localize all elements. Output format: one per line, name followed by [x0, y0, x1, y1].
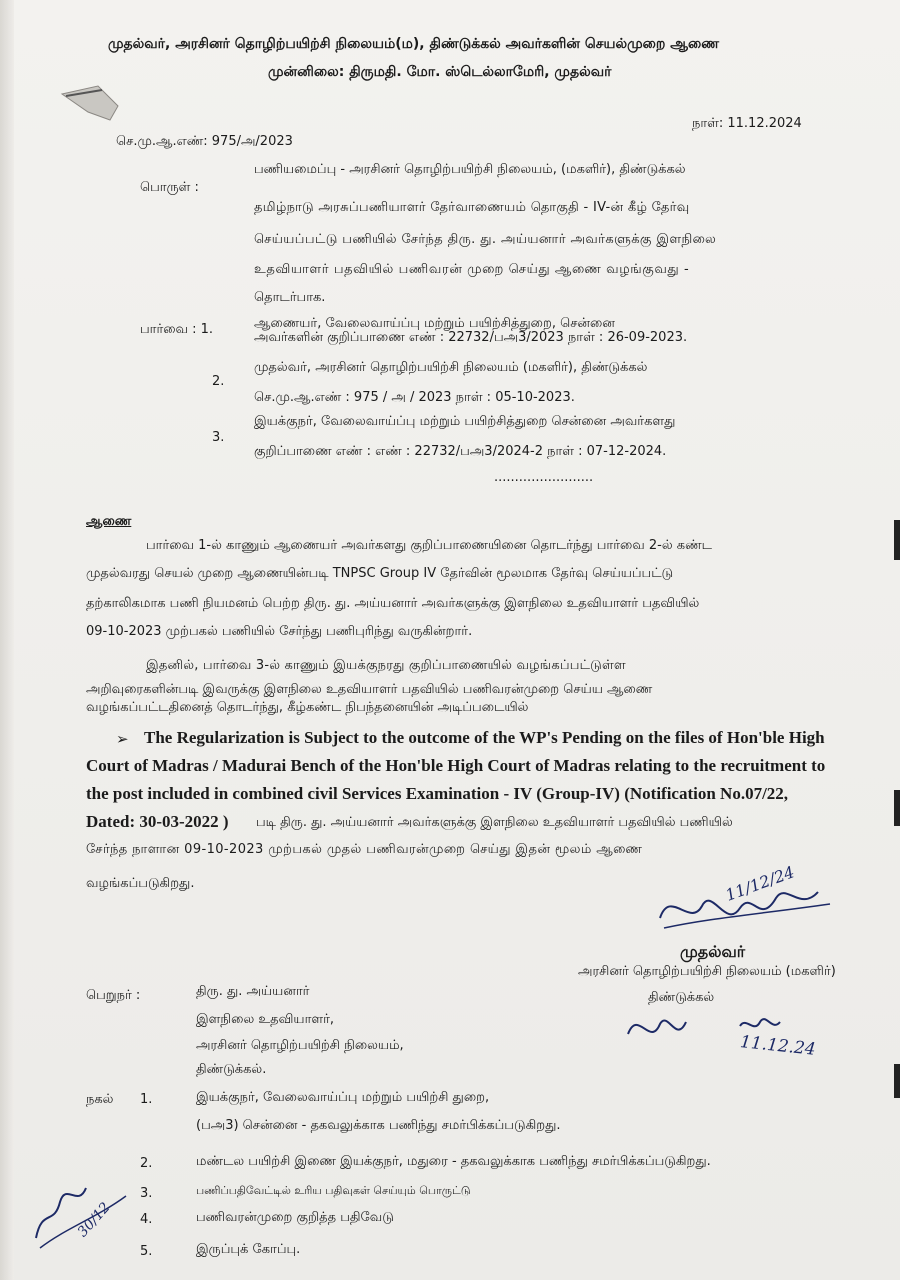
recipient-label: பெறுநர் :	[86, 988, 141, 1003]
signature-date-1: 11/12/24	[722, 862, 797, 905]
closing-line: சேர்ந்த நாளான 09-10-2023 முற்பகல் முதல் பணிவரன்முறை செய்து இதன் மூலம் ஆணை	[86, 842, 643, 857]
order-para-line: 09-10-2023 முற்பகல் பணியில் சேர்ந்து பணிபுரிந்து வருகின்றார்.	[86, 624, 473, 639]
copy-line: மண்டல பயிற்சி இணை இயக்குநர், மதுரை - தகவலுக்காக பணிந்து சமர்பிக்கப்படுகிறது.	[196, 1154, 711, 1169]
subject-line: தொடர்பாக.	[254, 290, 326, 305]
copy-number: 2.	[140, 1156, 153, 1171]
order-para-line: இதனில், பார்வை 3-ல் காணும் இயக்குநரது குறிப்பாணையில் வழங்கப்பட்டுள்ள	[146, 658, 626, 673]
subject-line: உதவியாளர் பதவியில் பணிவரன் முறை செய்து ஆணை வழங்குவது -	[254, 262, 690, 277]
bullet-arrow-icon: ➢	[116, 730, 129, 748]
binder-mark	[894, 790, 900, 826]
signature-place: திண்டுக்கல்	[648, 990, 715, 1005]
recipient-line: திண்டுக்கல்.	[196, 1062, 267, 1077]
copy-number: 4.	[140, 1212, 153, 1227]
copy-line: (பஅ3) சென்னை - தகவலுக்காக பணிந்து சமர்பிக்கப்படுகிறது.	[196, 1118, 561, 1133]
copy-line: இயக்குநர், வேலைவாய்ப்பு மற்றும் பயிற்சி துறை,	[196, 1090, 490, 1105]
reference-dots: ........................	[494, 470, 594, 485]
copy-number: 1.	[140, 1092, 153, 1107]
copies-label: நகல்	[86, 1092, 114, 1107]
subject-label: பொருள் :	[140, 180, 199, 195]
proc-number: செ.மு.ஆ.எண்: 975/அ/2023	[116, 134, 293, 149]
header-line-2: முன்னிலை: திருமதி. மோ. ஸ்டெல்லாமேரி, முதல்வர்	[268, 64, 612, 80]
condition-line: Court of Madras / Madurai Bench of the Hon'ble High Court of Madras relating to the recruitment to	[86, 756, 826, 775]
reference-line: ஆணையர், வேலைவாய்ப்பு மற்றும் பயிற்சித்துறை, சென்னை	[254, 316, 615, 331]
order-date: நாள்: 11.12.2024	[692, 116, 802, 131]
subject-line: செய்யப்பட்டு பணியில் சேர்ந்த திரு. து. அய்யனார் அவர்களுக்கு இளநிலை	[254, 232, 717, 247]
copy-line: பணிவரன்முறை குறித்த பதிவேடு	[196, 1210, 394, 1225]
condition-tail-tamil: படி திரு. து. அய்யனார் அவர்களுக்கு இளநிலை உதவியாளர் பதவியில் பணியில்	[256, 815, 733, 830]
reference-line: செ.மு.ஆ.எண் : 975 / அ / 2023 நாள் : 05-10-2023.	[254, 390, 575, 405]
margin-scribble	[26, 1168, 136, 1258]
order-heading: ஆணை	[86, 514, 132, 529]
order-para-line: வழங்கப்பட்டதினைத் தொடர்ந்து, கீழ்கண்ட நிபந்தனையின் அடிப்படையில்	[86, 700, 529, 715]
copy-line: இருப்புக் கோப்பு.	[196, 1242, 301, 1257]
binder-mark	[894, 520, 900, 560]
condition-line: the post included in combined civil Services Examination - IV (Group-IV) (Notification No.07/22,	[86, 784, 789, 803]
reference-line: அவர்களின் குறிப்பாணை எண் : 22732/பஅ3/2023 நாள் : 26-09-2023.	[254, 330, 688, 345]
recipient-line: இளநிலை உதவியாளர்,	[196, 1012, 335, 1027]
signature-date-2: 11.12.24	[739, 1032, 817, 1060]
subject-line: பணியமைப்பு - அரசினர் தொழிற்பயிற்சி நிலையம், (மகளிர்), திண்டுக்கல்	[254, 162, 686, 177]
reference-line: குறிப்பாணை எண் : எண் : 22732/பஅ3/2024-2 நாள் : 07-12-2024.	[254, 444, 667, 459]
order-para-line: முதல்வரது செயல் முறை ஆணையின்படி TNPSC Group IV தேர்வின் மூலமாக தேர்வு செய்யப்பட்டு	[86, 566, 674, 581]
header-line-1: முதல்வர், அரசினர் தொழிற்பயிற்சி நிலையம்(ம), திண்டுக்கல் அவர்களின் செயல்முறை ஆணை	[108, 36, 720, 52]
recipient-line: அரசினர் தொழிற்பயிற்சி நிலையம்,	[196, 1038, 404, 1053]
reference-line: இயக்குநர், வேலைவாய்ப்பு மற்றும் பயிற்சித்துறை சென்னை அவர்களது	[254, 414, 676, 429]
condition-line: The Regularization is Subject to the outcome of the WP's Pending on the files of Hon'ble High	[144, 728, 825, 747]
reference-number: 2.	[212, 374, 225, 389]
copy-line: பணிப்பதிவேட்டில் உரிய பதிவுகள் செய்யும் பொருட்டு	[196, 1184, 471, 1197]
references-label: பார்வை : 1.	[140, 322, 214, 337]
copy-number: 3.	[140, 1186, 153, 1201]
closing-line: வழங்கப்படுகிறது.	[86, 876, 195, 891]
scan-edge	[0, 0, 14, 1280]
signature-title: முதல்வர்	[680, 942, 746, 961]
condition-tail-english: Dated: 30-03-2022 )	[86, 812, 229, 831]
subject-line: தமிழ்நாடு அரசுப்பணியாளர் தேர்வாணையம் தொகுதி - IV-ன் கீழ் தேர்வு	[254, 200, 690, 215]
order-para-line: தற்காலிகமாக பணி நியமனம் பெற்ற திரு. து. அய்யனார் அவர்களுக்கு இளநிலை உதவியாளர் பதவியில்	[86, 596, 700, 611]
order-para-line: அறிவுரைகளின்படி இவருக்கு இளநிலை உதவியாளர் பதவியில் பணிவரன்முறை செய்ய ஆணை	[86, 682, 653, 697]
copy-number: 5.	[140, 1244, 153, 1259]
reference-number: 3.	[212, 430, 225, 445]
reference-line: முதல்வர், அரசினர் தொழிற்பயிற்சி நிலையம் (மகளிர்), திண்டுக்கல்	[254, 360, 648, 375]
recipient-line: திரு. து. அய்யனார்	[196, 984, 310, 999]
signature-institution: அரசினர் தொழிற்பயிற்சி நிலையம் (மகளிர்)	[578, 964, 836, 979]
order-para-line: பார்வை 1-ல் காணும் ஆணையர் அவர்களது குறிப்பாணையினை தொடர்ந்து பார்வை 2-ல் கண்ட	[146, 538, 712, 553]
staple-mark-icon	[58, 76, 128, 126]
margin-date-note: 30/12	[74, 1199, 114, 1241]
binder-mark	[894, 1064, 900, 1098]
